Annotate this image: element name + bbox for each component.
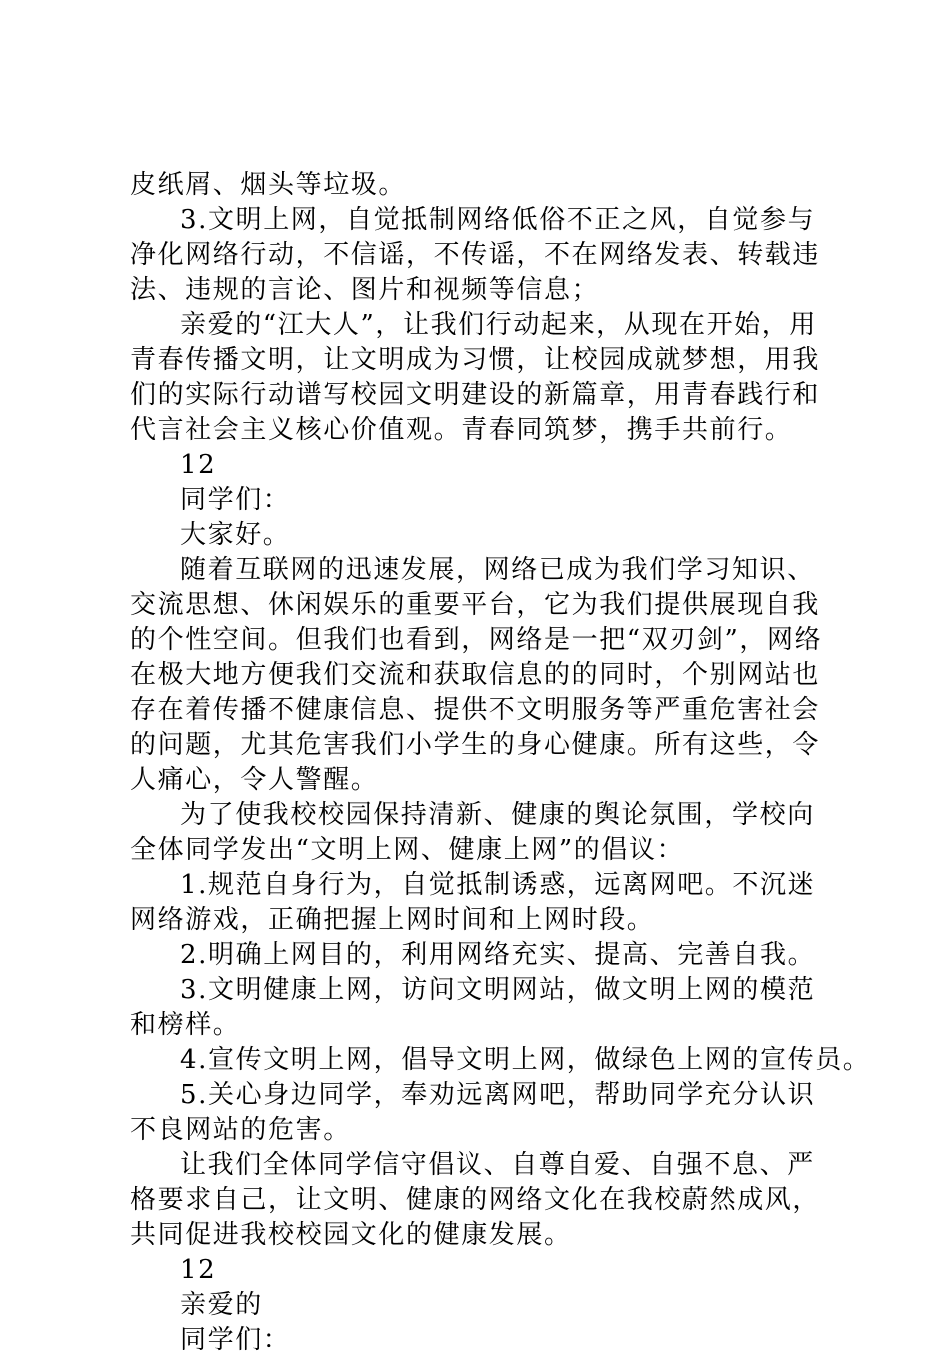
proposal-item-4: 4.宣传文明上网，倡导文明上网，做绿色上网的宣传员。 — [180, 1045, 871, 1075]
paragraph-continuation: 皮纸屑、烟头等垃圾。 — [130, 170, 407, 200]
salutation-dear: 亲爱的 — [180, 1290, 263, 1320]
paragraph-closing: 让我们全体同学信守倡议、自尊自爱、自强不息、严格要求自己，让文明、健康的网络文化在我校蔚然成风，共同促进我校校园文化的健康发展。 — [130, 1150, 821, 1250]
salutation: 同学们： — [180, 485, 291, 515]
section-number: 12 — [180, 1255, 217, 1285]
paragraph-proposal-intro: 为了使我校校园保持清新、健康的舆论氛围，学校向全体同学发出“文明上网、健康上网”的倡议： — [130, 800, 815, 865]
paragraph-appeal: 亲爱的“江大人”，让我们行动起来，从现在开始，用青春传播文明，让文明成为习惯，让校园成就梦想，用我们的实际行动谱写校园文明建设的新篇章，用青春践行和代言社会主义核心价值观。青春同筑梦，携手共前行。 — [130, 310, 821, 445]
section-number: 12 — [180, 450, 217, 480]
proposal-item-2: 2.明确上网目的，利用网络充实、提高、完善自我。 — [180, 940, 816, 970]
paragraph-internet-intro: 随着互联网的迅速发展，网络已成为我们学习知识、交流思想、休闲娱乐的重要平台，它为我们提供展现自我的个性空间。但我们也看到，网络是一把“双刃剑”，网络在极大地方便我们交流和获取信息的的同时，个别网站也存在着传播不健康信息、提供不文明服务等严重危害社会的问题，尤其危害我们小学生的身心健康。所有这些，令人痛心，令人警醒。 — [130, 555, 823, 795]
proposal-item-3: 3.文明健康上网，访问文明网站，做文明上网的模范和榜样。 — [130, 975, 816, 1040]
greeting: 大家好。 — [180, 520, 291, 550]
proposal-item-1: 1.规范自身行为，自觉抵制诱惑，远离网吧。不沉迷网络游戏，正确把握上网时间和上网时段。 — [130, 870, 816, 935]
paragraph-item-3-online: 3.文明上网，自觉抵制网络低俗不正之风，自觉参与净化网络行动，不信谣，不传谣，不在网络发表、转载违法、违规的言论、图片和视频等信息； — [130, 205, 821, 305]
document-body — [130, 168, 871, 1358]
proposal-item-5: 5.关心身边同学，奉劝远离网吧，帮助同学充分认识不良网站的危害。 — [130, 1080, 816, 1145]
salutation-classmates: 同学们： — [180, 1325, 291, 1355]
